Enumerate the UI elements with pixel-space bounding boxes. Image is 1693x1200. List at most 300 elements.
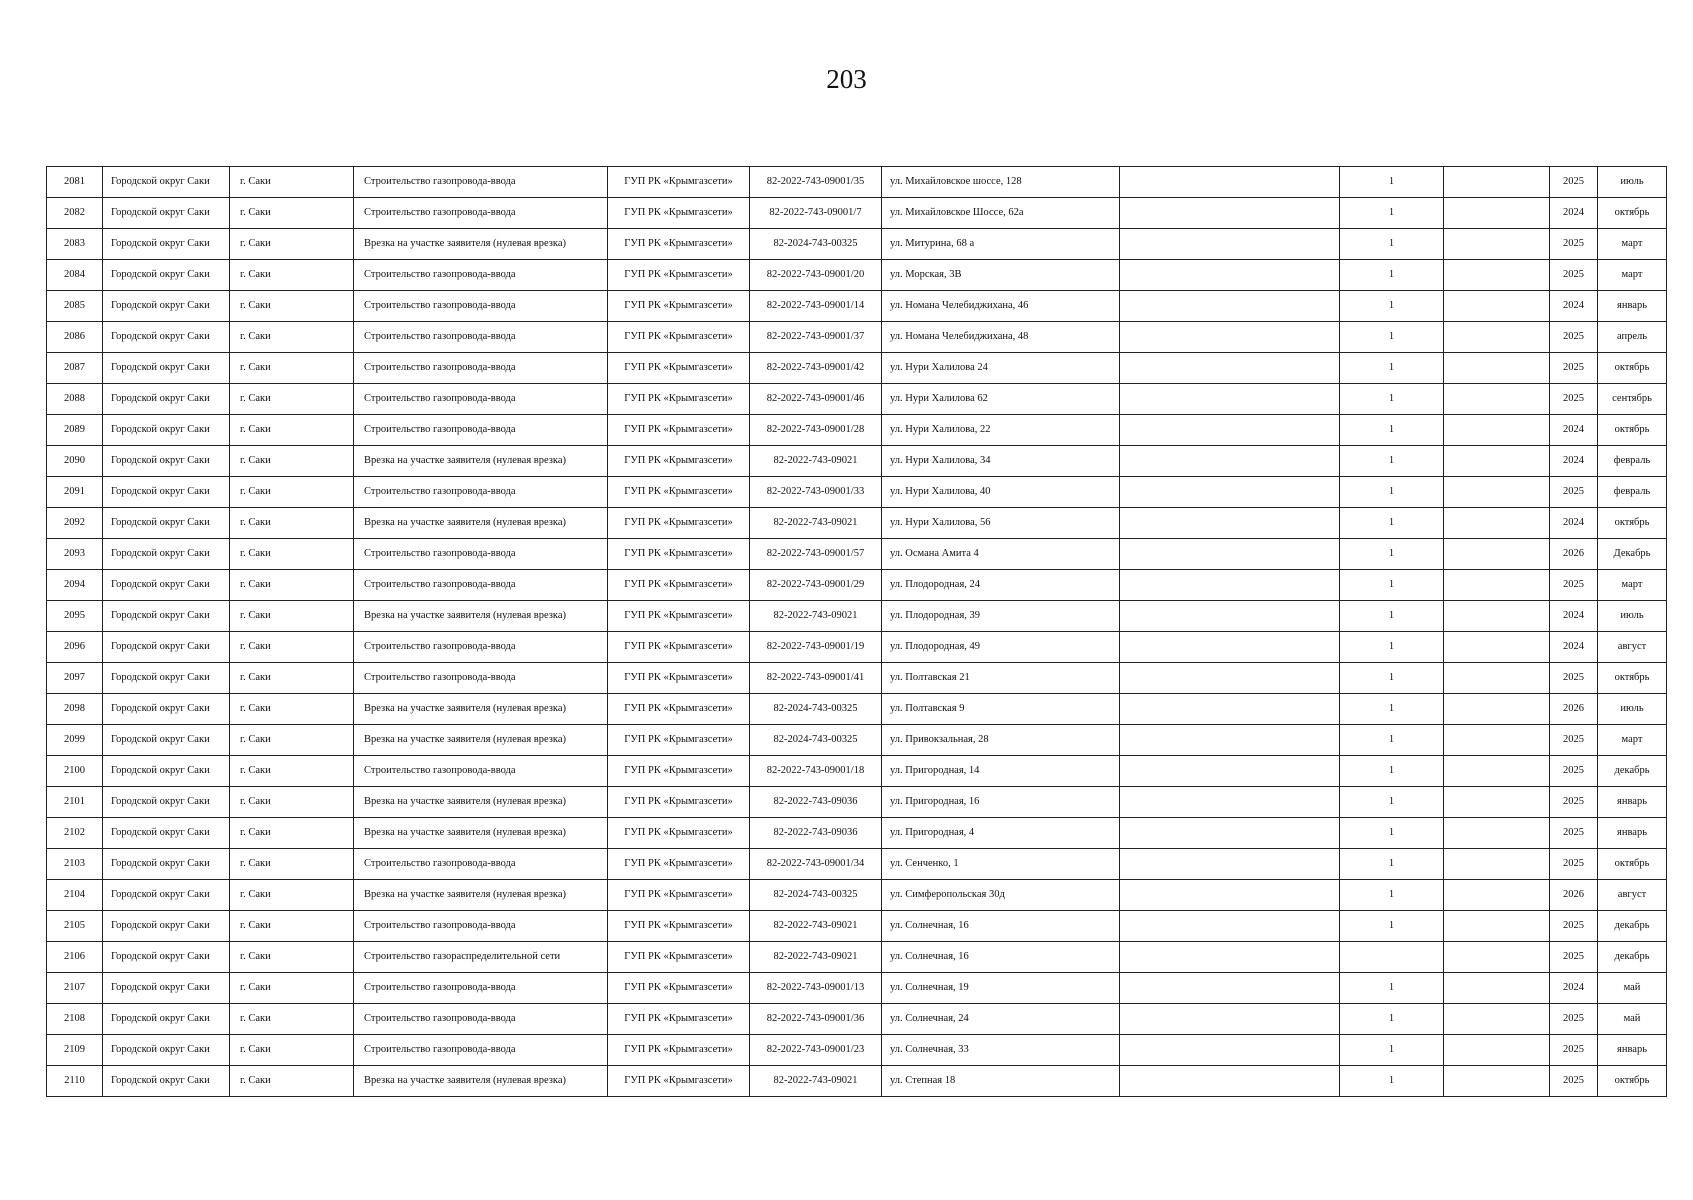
organization-cell: ГУП РК «Крымгазсети»: [608, 601, 750, 632]
empty-cell: [1120, 446, 1340, 477]
empty-cell: [1444, 384, 1550, 415]
work-type-cell: Врезка на участке заявителя (нулевая врезка): [354, 818, 608, 849]
quantity-cell: 1: [1340, 911, 1444, 942]
project-code-cell: 82-2024-743-00325: [750, 725, 882, 756]
project-code-cell: 82-2022-743-09001/37: [750, 322, 882, 353]
table-row: [47, 725, 1667, 756]
row-number: 2087: [47, 353, 103, 384]
project-code-cell: 82-2024-743-00325: [750, 880, 882, 911]
empty-cell: [1444, 663, 1550, 694]
organization-cell: ГУП РК «Крымгазсети»: [608, 353, 750, 384]
work-type-cell: Врезка на участке заявителя (нулевая врезка): [354, 787, 608, 818]
district-cell: Городской округ Саки: [103, 663, 230, 694]
month-cell: декабрь: [1598, 756, 1667, 787]
quantity-cell: 1: [1340, 415, 1444, 446]
organization-cell: ГУП РК «Крымгазсети»: [608, 167, 750, 198]
table-row: [47, 663, 1667, 694]
address-cell: ул. Нури Халилова, 40: [882, 477, 1120, 508]
work-type-cell: Врезка на участке заявителя (нулевая врезка): [354, 229, 608, 260]
project-code-cell: 82-2022-743-09001/46: [750, 384, 882, 415]
table-row: [47, 322, 1667, 353]
address-cell: ул. Михайловское шоссе, 128: [882, 167, 1120, 198]
table-row: [47, 1004, 1667, 1035]
district-cell: Городской округ Саки: [103, 477, 230, 508]
address-cell: ул. Нури Халилова 24: [882, 353, 1120, 384]
empty-cell: [1120, 1035, 1340, 1066]
empty-cell: [1444, 911, 1550, 942]
city-cell: г. Саки: [230, 1066, 354, 1097]
organization-cell: ГУП РК «Крымгазсети»: [608, 508, 750, 539]
empty-cell: [1120, 508, 1340, 539]
address-cell: ул. Степная 18: [882, 1066, 1120, 1097]
year-cell: 2024: [1550, 198, 1598, 229]
empty-cell: [1444, 1004, 1550, 1035]
month-cell: май: [1598, 973, 1667, 1004]
empty-cell: [1120, 260, 1340, 291]
row-number: 2094: [47, 570, 103, 601]
empty-cell: [1444, 973, 1550, 1004]
address-cell: ул. Пригородная, 4: [882, 818, 1120, 849]
city-cell: г. Саки: [230, 229, 354, 260]
address-cell: ул. Солнечная, 24: [882, 1004, 1120, 1035]
month-cell: февраль: [1598, 477, 1667, 508]
city-cell: г. Саки: [230, 539, 354, 570]
year-cell: 2025: [1550, 818, 1598, 849]
row-number: 2081: [47, 167, 103, 198]
district-cell: Городской округ Саки: [103, 911, 230, 942]
row-number: 2084: [47, 260, 103, 291]
city-cell: г. Саки: [230, 260, 354, 291]
address-cell: ул. Нури Халилова 62: [882, 384, 1120, 415]
month-cell: июль: [1598, 601, 1667, 632]
month-cell: октябрь: [1598, 415, 1667, 446]
month-cell: август: [1598, 632, 1667, 663]
district-cell: Городской округ Саки: [103, 601, 230, 632]
empty-cell: [1120, 291, 1340, 322]
organization-cell: ГУП РК «Крымгазсети»: [608, 1004, 750, 1035]
empty-cell: [1444, 756, 1550, 787]
quantity-cell: 1: [1340, 477, 1444, 508]
city-cell: г. Саки: [230, 446, 354, 477]
year-cell: 2025: [1550, 1004, 1598, 1035]
city-cell: г. Саки: [230, 167, 354, 198]
quantity-cell: 1: [1340, 1035, 1444, 1066]
quantity-cell: 1: [1340, 384, 1444, 415]
table-row: [47, 787, 1667, 818]
month-cell: сентябрь: [1598, 384, 1667, 415]
empty-cell: [1120, 198, 1340, 229]
district-cell: Городской округ Саки: [103, 229, 230, 260]
year-cell: 2024: [1550, 415, 1598, 446]
district-cell: Городской округ Саки: [103, 539, 230, 570]
table-row: [47, 384, 1667, 415]
address-cell: ул. Привокзальная, 28: [882, 725, 1120, 756]
year-cell: 2025: [1550, 260, 1598, 291]
year-cell: 2025: [1550, 167, 1598, 198]
empty-cell: [1444, 570, 1550, 601]
month-cell: октябрь: [1598, 198, 1667, 229]
city-cell: г. Саки: [230, 570, 354, 601]
empty-cell: [1120, 539, 1340, 570]
project-code-cell: 82-2022-743-09021: [750, 508, 882, 539]
empty-cell: [1120, 1004, 1340, 1035]
project-code-cell: 82-2022-743-09001/14: [750, 291, 882, 322]
empty-cell: [1444, 353, 1550, 384]
table-row: [47, 229, 1667, 260]
quantity-cell: 1: [1340, 880, 1444, 911]
organization-cell: ГУП РК «Крымгазсети»: [608, 1066, 750, 1097]
organization-cell: ГУП РК «Крымгазсети»: [608, 384, 750, 415]
table-row: [47, 353, 1667, 384]
empty-cell: [1444, 508, 1550, 539]
year-cell: 2024: [1550, 291, 1598, 322]
city-cell: г. Саки: [230, 663, 354, 694]
empty-cell: [1444, 725, 1550, 756]
district-cell: Городской округ Саки: [103, 632, 230, 663]
address-cell: ул. Нури Халилова, 34: [882, 446, 1120, 477]
empty-cell: [1120, 353, 1340, 384]
table-row: [47, 260, 1667, 291]
table-row: [47, 849, 1667, 880]
work-type-cell: Врезка на участке заявителя (нулевая врезка): [354, 601, 608, 632]
city-cell: г. Саки: [230, 694, 354, 725]
organization-cell: ГУП РК «Крымгазсети»: [608, 415, 750, 446]
district-cell: Городской округ Саки: [103, 167, 230, 198]
quantity-cell: 1: [1340, 570, 1444, 601]
address-cell: ул. Нури Халилова, 22: [882, 415, 1120, 446]
address-cell: ул. Солнечная, 16: [882, 911, 1120, 942]
project-code-cell: 82-2022-743-09001/41: [750, 663, 882, 694]
row-number: 2091: [47, 477, 103, 508]
empty-cell: [1444, 942, 1550, 973]
district-cell: Городской округ Саки: [103, 694, 230, 725]
address-cell: ул. Пригородная, 16: [882, 787, 1120, 818]
district-cell: Городской округ Саки: [103, 260, 230, 291]
quantity-cell: 1: [1340, 539, 1444, 570]
table-row: [47, 942, 1667, 973]
address-cell: ул. Михайловское Шоссе, 62а: [882, 198, 1120, 229]
address-cell: ул. Плодородная, 49: [882, 632, 1120, 663]
work-type-cell: Строительство газопровода-ввода: [354, 570, 608, 601]
organization-cell: ГУП РК «Крымгазсети»: [608, 477, 750, 508]
district-cell: Городской округ Саки: [103, 942, 230, 973]
quantity-cell: 1: [1340, 694, 1444, 725]
city-cell: г. Саки: [230, 322, 354, 353]
empty-cell: [1444, 694, 1550, 725]
table-row: [47, 1035, 1667, 1066]
project-code-cell: 82-2022-743-09021: [750, 601, 882, 632]
month-cell: октябрь: [1598, 353, 1667, 384]
empty-cell: [1444, 632, 1550, 663]
quantity-cell: 1: [1340, 229, 1444, 260]
district-cell: Городской округ Саки: [103, 415, 230, 446]
work-type-cell: Строительство газопровода-ввода: [354, 384, 608, 415]
table-row: [47, 477, 1667, 508]
project-code-cell: 82-2022-743-09021: [750, 911, 882, 942]
year-cell: 2025: [1550, 1035, 1598, 1066]
quantity-cell: 1: [1340, 632, 1444, 663]
organization-cell: ГУП РК «Крымгазсети»: [608, 229, 750, 260]
row-number: 2109: [47, 1035, 103, 1066]
organization-cell: ГУП РК «Крымгазсети»: [608, 787, 750, 818]
year-cell: 2025: [1550, 477, 1598, 508]
empty-cell: [1444, 229, 1550, 260]
empty-cell: [1120, 229, 1340, 260]
organization-cell: ГУП РК «Крымгазсети»: [608, 694, 750, 725]
table-row: [47, 198, 1667, 229]
year-cell: 2026: [1550, 880, 1598, 911]
city-cell: г. Саки: [230, 291, 354, 322]
city-cell: г. Саки: [230, 973, 354, 1004]
year-cell: 2025: [1550, 849, 1598, 880]
year-cell: 2026: [1550, 694, 1598, 725]
row-number: 2082: [47, 198, 103, 229]
row-number: 2105: [47, 911, 103, 942]
row-number: 2097: [47, 663, 103, 694]
table-row: [47, 508, 1667, 539]
organization-cell: ГУП РК «Крымгазсети»: [608, 849, 750, 880]
work-type-cell: Строительство газопровода-ввода: [354, 198, 608, 229]
address-cell: ул. Сенченко, 1: [882, 849, 1120, 880]
address-cell: ул. Морская, 3В: [882, 260, 1120, 291]
work-type-cell: Врезка на участке заявителя (нулевая врезка): [354, 725, 608, 756]
city-cell: г. Саки: [230, 849, 354, 880]
work-type-cell: Строительство газопровода-ввода: [354, 756, 608, 787]
table-row: [47, 911, 1667, 942]
row-number: 2110: [47, 1066, 103, 1097]
row-number: 2099: [47, 725, 103, 756]
district-cell: Городской округ Саки: [103, 756, 230, 787]
row-number: 2085: [47, 291, 103, 322]
empty-cell: [1120, 973, 1340, 1004]
district-cell: Городской округ Саки: [103, 973, 230, 1004]
year-cell: 2026: [1550, 539, 1598, 570]
empty-cell: [1444, 601, 1550, 632]
page-number: 203: [826, 64, 867, 94]
gas-connection-table-container: [46, 166, 1666, 1097]
quantity-cell: 1: [1340, 1066, 1444, 1097]
table-row: [47, 167, 1667, 198]
table-row: [47, 291, 1667, 322]
district-cell: Городской округ Саки: [103, 849, 230, 880]
empty-cell: [1120, 570, 1340, 601]
work-type-cell: Строительство газораспределительной сети: [354, 942, 608, 973]
project-code-cell: 82-2022-743-09001/7: [750, 198, 882, 229]
work-type-cell: Строительство газопровода-ввода: [354, 167, 608, 198]
empty-cell: [1444, 446, 1550, 477]
work-type-cell: Строительство газопровода-ввода: [354, 1035, 608, 1066]
quantity-cell: 1: [1340, 725, 1444, 756]
row-number: 2090: [47, 446, 103, 477]
quantity-cell: 1: [1340, 322, 1444, 353]
work-type-cell: Строительство газопровода-ввода: [354, 260, 608, 291]
empty-cell: [1444, 880, 1550, 911]
table-body: [47, 167, 1667, 1097]
city-cell: г. Саки: [230, 508, 354, 539]
city-cell: г. Саки: [230, 756, 354, 787]
city-cell: г. Саки: [230, 880, 354, 911]
quantity-cell: 1: [1340, 601, 1444, 632]
year-cell: 2025: [1550, 322, 1598, 353]
address-cell: ул. Симферопольская 30д: [882, 880, 1120, 911]
work-type-cell: Строительство газопровода-ввода: [354, 973, 608, 1004]
district-cell: Городской округ Саки: [103, 322, 230, 353]
empty-cell: [1120, 942, 1340, 973]
work-type-cell: Строительство газопровода-ввода: [354, 415, 608, 446]
year-cell: 2025: [1550, 570, 1598, 601]
table-row: [47, 880, 1667, 911]
empty-cell: [1444, 477, 1550, 508]
row-number: 2107: [47, 973, 103, 1004]
row-number: 2101: [47, 787, 103, 818]
quantity-cell: 1: [1340, 1004, 1444, 1035]
empty-cell: [1444, 167, 1550, 198]
empty-cell: [1444, 1066, 1550, 1097]
empty-cell: [1444, 415, 1550, 446]
month-cell: март: [1598, 570, 1667, 601]
work-type-cell: Врезка на участке заявителя (нулевая врезка): [354, 446, 608, 477]
organization-cell: ГУП РК «Крымгазсети»: [608, 663, 750, 694]
district-cell: Городской округ Саки: [103, 508, 230, 539]
year-cell: 2025: [1550, 725, 1598, 756]
month-cell: декабрь: [1598, 942, 1667, 973]
row-number: 2092: [47, 508, 103, 539]
address-cell: ул. Солнечная, 16: [882, 942, 1120, 973]
project-code-cell: 82-2024-743-00325: [750, 694, 882, 725]
year-cell: 2024: [1550, 601, 1598, 632]
empty-cell: [1444, 787, 1550, 818]
project-code-cell: 82-2022-743-09001/13: [750, 973, 882, 1004]
quantity-cell: 1: [1340, 849, 1444, 880]
project-code-cell: 82-2022-743-09036: [750, 818, 882, 849]
empty-cell: [1444, 818, 1550, 849]
project-code-cell: 82-2022-743-09001/28: [750, 415, 882, 446]
organization-cell: ГУП РК «Крымгазсети»: [608, 756, 750, 787]
row-number: 2083: [47, 229, 103, 260]
year-cell: 2025: [1550, 1066, 1598, 1097]
address-cell: ул. Солнечная, 19: [882, 973, 1120, 1004]
organization-cell: ГУП РК «Крымгазсети»: [608, 446, 750, 477]
empty-cell: [1120, 818, 1340, 849]
month-cell: январь: [1598, 1035, 1667, 1066]
quantity-cell: 1: [1340, 446, 1444, 477]
month-cell: март: [1598, 260, 1667, 291]
work-type-cell: Строительство газопровода-ввода: [354, 477, 608, 508]
city-cell: г. Саки: [230, 942, 354, 973]
empty-cell: [1120, 167, 1340, 198]
row-number: 2086: [47, 322, 103, 353]
month-cell: январь: [1598, 291, 1667, 322]
row-number: 2102: [47, 818, 103, 849]
project-code-cell: 82-2022-743-09001/33: [750, 477, 882, 508]
address-cell: ул. Солнечная, 33: [882, 1035, 1120, 1066]
empty-cell: [1444, 291, 1550, 322]
address-cell: ул. Плодородная, 24: [882, 570, 1120, 601]
month-cell: октябрь: [1598, 1066, 1667, 1097]
district-cell: Городской округ Саки: [103, 570, 230, 601]
project-code-cell: 82-2022-743-09001/20: [750, 260, 882, 291]
city-cell: г. Саки: [230, 632, 354, 663]
year-cell: 2025: [1550, 787, 1598, 818]
work-type-cell: Строительство газопровода-ввода: [354, 632, 608, 663]
project-code-cell: 82-2022-743-09021: [750, 446, 882, 477]
year-cell: 2025: [1550, 911, 1598, 942]
empty-cell: [1120, 1066, 1340, 1097]
month-cell: октябрь: [1598, 663, 1667, 694]
empty-cell: [1444, 198, 1550, 229]
empty-cell: [1120, 632, 1340, 663]
project-code-cell: 82-2022-743-09001/29: [750, 570, 882, 601]
table-row: [47, 570, 1667, 601]
quantity-cell: 1: [1340, 353, 1444, 384]
month-cell: июль: [1598, 167, 1667, 198]
quantity-cell: [1340, 942, 1444, 973]
district-cell: Городской округ Саки: [103, 384, 230, 415]
district-cell: Городской округ Саки: [103, 725, 230, 756]
district-cell: Городской округ Саки: [103, 198, 230, 229]
organization-cell: ГУП РК «Крымгазсети»: [608, 818, 750, 849]
month-cell: январь: [1598, 818, 1667, 849]
row-number: 2106: [47, 942, 103, 973]
city-cell: г. Саки: [230, 725, 354, 756]
month-cell: январь: [1598, 787, 1667, 818]
year-cell: 2025: [1550, 229, 1598, 260]
row-number: 2095: [47, 601, 103, 632]
city-cell: г. Саки: [230, 601, 354, 632]
month-cell: март: [1598, 725, 1667, 756]
row-number: 2108: [47, 1004, 103, 1035]
empty-cell: [1120, 384, 1340, 415]
table-row: [47, 694, 1667, 725]
organization-cell: ГУП РК «Крымгазсети»: [608, 260, 750, 291]
district-cell: Городской округ Саки: [103, 1066, 230, 1097]
table-row: [47, 756, 1667, 787]
district-cell: Городской округ Саки: [103, 880, 230, 911]
organization-cell: ГУП РК «Крымгазсети»: [608, 632, 750, 663]
quantity-cell: 1: [1340, 291, 1444, 322]
row-number: 2096: [47, 632, 103, 663]
address-cell: ул. Плодородная, 39: [882, 601, 1120, 632]
year-cell: 2024: [1550, 508, 1598, 539]
organization-cell: ГУП РК «Крымгазсети»: [608, 539, 750, 570]
empty-cell: [1120, 756, 1340, 787]
organization-cell: ГУП РК «Крымгазсети»: [608, 1035, 750, 1066]
quantity-cell: 1: [1340, 167, 1444, 198]
organization-cell: ГУП РК «Крымгазсети»: [608, 198, 750, 229]
month-cell: май: [1598, 1004, 1667, 1035]
quantity-cell: 1: [1340, 508, 1444, 539]
organization-cell: ГУП РК «Крымгазсети»: [608, 973, 750, 1004]
project-code-cell: 82-2022-743-09001/34: [750, 849, 882, 880]
city-cell: г. Саки: [230, 415, 354, 446]
address-cell: ул. Полтавская 21: [882, 663, 1120, 694]
year-cell: 2025: [1550, 756, 1598, 787]
year-cell: 2024: [1550, 446, 1598, 477]
row-number: 2088: [47, 384, 103, 415]
project-code-cell: 82-2022-743-09001/36: [750, 1004, 882, 1035]
month-cell: июль: [1598, 694, 1667, 725]
table-row: [47, 818, 1667, 849]
empty-cell: [1120, 725, 1340, 756]
city-cell: г. Саки: [230, 911, 354, 942]
empty-cell: [1120, 477, 1340, 508]
district-cell: Городской округ Саки: [103, 818, 230, 849]
month-cell: август: [1598, 880, 1667, 911]
quantity-cell: 1: [1340, 198, 1444, 229]
address-cell: ул. Пригородная, 14: [882, 756, 1120, 787]
empty-cell: [1444, 260, 1550, 291]
year-cell: 2025: [1550, 384, 1598, 415]
